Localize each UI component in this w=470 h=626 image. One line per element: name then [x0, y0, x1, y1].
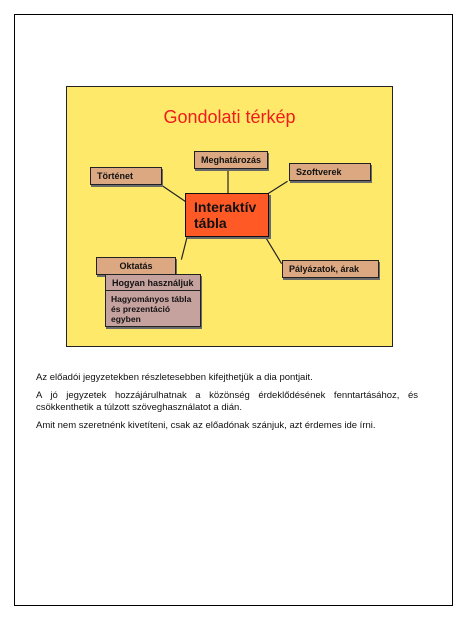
center-line-2: tábla: [194, 215, 227, 231]
node-hogyan-hasznaljuk: Hogyan használjuk: [105, 274, 201, 292]
node-interaktiv-tabla: [185, 193, 269, 237]
notes-paragraph-1: Az előadói jegyzetekben részletesebben kifejthetjük a dia pontjait.: [36, 372, 313, 383]
notes-paragraph-2: A jó jegyzetek hozzájárulhatnak a közönség érdeklődésének fenntartásához, és csökkenthetik a túlzott szöveghasználatot a dián.: [36, 390, 418, 413]
connector-oktatas: [181, 236, 187, 260]
speaker-notes: [36, 372, 418, 438]
connector-palyazatok: [265, 236, 282, 264]
node-tortenet: Történet: [90, 167, 162, 185]
slide-thumbnail[interactable]: [66, 86, 393, 347]
node-hagyomanyos-tabla: Hagyományos tábla és prezentáció egyben: [105, 290, 201, 327]
center-line-1: Interaktív: [194, 199, 257, 215]
notes-paragraph-3: Amit nem szeretnénk kivetíteni, csak az előadónak szánjuk, azt érdemes ide írni.: [36, 420, 376, 431]
node-palyazatok: Pályázatok, árak: [282, 260, 379, 278]
node-meghatarozas: Meghatározás: [194, 151, 268, 169]
node-oktatas: Oktatás: [96, 257, 176, 275]
slide-title: Gondolati térkép: [163, 107, 296, 127]
connector-tortenet: [162, 185, 187, 202]
node-szoftverek: Szoftverek: [289, 163, 371, 181]
